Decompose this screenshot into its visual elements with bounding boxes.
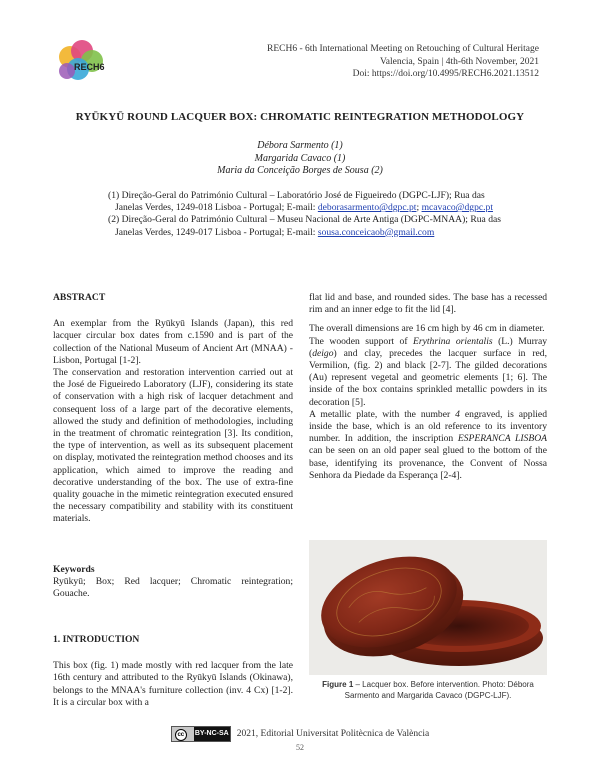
inventory-number: 4 xyxy=(455,408,460,420)
introduction-section xyxy=(53,634,293,709)
figure-label: Figure 1 xyxy=(322,680,354,689)
affiliations xyxy=(108,190,513,239)
affiliation-2-text: (2) Direção-Geral do Património Cultural – Museu Nacional de Arte Antiga (DGPC-MNAA); Rua das Janelas Verdes, 1249-017 Lisboa - Portugal; E-mail: xyxy=(108,214,501,238)
email-link-1[interactable]: deborasarmento@dgpc.pt xyxy=(317,202,417,214)
email-link-3[interactable]: sousa.conceicaob@gmail.com xyxy=(317,226,435,238)
author-1: Débora Sarmento (1) xyxy=(257,140,343,151)
right-paragraph-2: The overall dimensions are 16 cm high by 46 cm in diameter. xyxy=(309,323,545,335)
publisher-text: 2021, Editorial Universitat Politècnica de València xyxy=(236,729,430,740)
p4-text-c: can be seen on an old paper seal glued to the bottom of the base, identifying its provenance, the Convent of Nossa Senhora da Piedade da Esperança [2-4]. xyxy=(309,445,547,481)
right-paragraph-3 xyxy=(309,336,547,409)
page-footer xyxy=(0,726,600,742)
running-header xyxy=(209,43,539,81)
p4-text-a: A metallic plate, with the number xyxy=(309,408,456,420)
conference-logo xyxy=(54,37,120,89)
abstract-section xyxy=(53,292,293,526)
affiliation-1 xyxy=(108,190,513,214)
affiliation-1-text: (1) Direção-Geral do Património Cultural – Laboratório José de Figueiredo (DGPC-LJF); Rua das Janelas Verdes, 1249-018 Lisboa - Portugal; E-mail: xyxy=(108,190,485,214)
introduction-paragraph-1: This box (fig. 1) made mostly with red lacquer from the late 16th century and attributed to the Ryūkyū Islands (Okinawa), belongs to the MNAA's furniture collection (inv. 4 Cx) [1-2]. It is a circular box with a xyxy=(53,660,293,708)
keywords-heading: Keywords xyxy=(53,564,95,575)
cc-license-text: BY-NC-SA xyxy=(194,727,230,741)
header-line1: RECH6 - 6th International Meeting on Retouching of Cultural Heritage xyxy=(266,44,539,54)
keywords-text: Ryūkyū; Box; Red lacquer; Chromatic reintegration; Gouache. xyxy=(53,576,293,600)
p3-text-a: The wooden support of xyxy=(309,335,414,347)
figure-1-photo xyxy=(309,540,547,675)
header-line2: Valencia, Spain | 4th-6th November, 2021 xyxy=(379,56,539,67)
species-name: Erythrina orientalis xyxy=(413,335,493,347)
abstract-paragraph-2: The conservation and restoration intervention carried out at the José de Figueiredo Laboratory (LJF), considering its state of conservation with a high risk of lacquer detachment and consequent loss of a large part of the decorative elements, allowed the study and definition of methodologies, including in the treatment of chromatic reintegration [3]. Its condition, the type of intervention, as well as its subsequent placement on display, motivated the reintegration method chooses and its application, which aimed to improve the reading and decorative understanding of the box. The use of extra-fine quality gouache in the mimetic reintegration executed ensured the necessary compatibility and stability with its constituent materials. xyxy=(53,367,293,525)
figure-caption-text: – Lacquer box. Before intervention. Photo: Débora Sarmento and Margarida Cavaco (DGPC-LJF). xyxy=(344,680,534,700)
introduction-heading: 1. INTRODUCTION xyxy=(53,634,140,645)
inscription-text: ESPERANCA LISBOA xyxy=(457,433,547,445)
cc-license-badge xyxy=(171,726,231,742)
author-list xyxy=(0,140,600,178)
cc-icon: cc xyxy=(175,729,187,741)
p3-text-c: ) and clay, precedes the lacquer surface in red, Vermilion, (fig. 2) and black [2-7]. The gilded decorations (Au) represent vegetal and geometric elements [1; 6]. The inside of the box contains sprinkled metallic powders in its decoration [5]. xyxy=(309,347,547,408)
affiliation-2 xyxy=(108,214,513,238)
email-link-2[interactable]: mcavaco@dgpc.pt xyxy=(421,202,493,214)
page-number: 52 xyxy=(296,743,304,752)
abstract-paragraph-1: An exemplar from the Ryūkyū Islands (Japan), this red lacquer circular box dates from c.1590 and is part of the collection of the National Museum of Ancient Art (MNAA) - Lisbon, Portugal [1-2]. xyxy=(53,318,293,366)
deigo-term: deigo xyxy=(312,347,334,359)
right-paragraph-1: flat lid and base, and rounded sides. The base has a recessed rim and an inner edge to fit the lid [4]. xyxy=(309,292,547,316)
abstract-heading: ABSTRACT xyxy=(53,292,106,303)
keywords-section xyxy=(53,564,293,601)
right-column-text xyxy=(309,292,547,482)
p4-text-b: engraved, is applied inside the base, which is an old reference to its inventory number. In addition, the inscription xyxy=(309,408,547,445)
author-2: Margarida Cavaco (1) xyxy=(254,152,346,164)
email-separator: ; xyxy=(416,202,422,214)
header-doi[interactable]: Doi: https://doi.org/10.4995/RECH6.2021.13512 xyxy=(352,69,539,80)
figure-1-caption xyxy=(309,680,547,701)
author-3: Maria da Conceição Borges de Sousa (2) xyxy=(217,165,383,176)
p3-text-b: (L.) Murray ( xyxy=(309,335,548,359)
paper-title: RYŪKYŪ ROUND LACQUER BOX: CHROMATIC REINTEGRATION METHODOLOGY xyxy=(75,111,525,123)
logo-text: RECH6 xyxy=(74,62,105,72)
right-paragraph-4 xyxy=(309,409,547,482)
